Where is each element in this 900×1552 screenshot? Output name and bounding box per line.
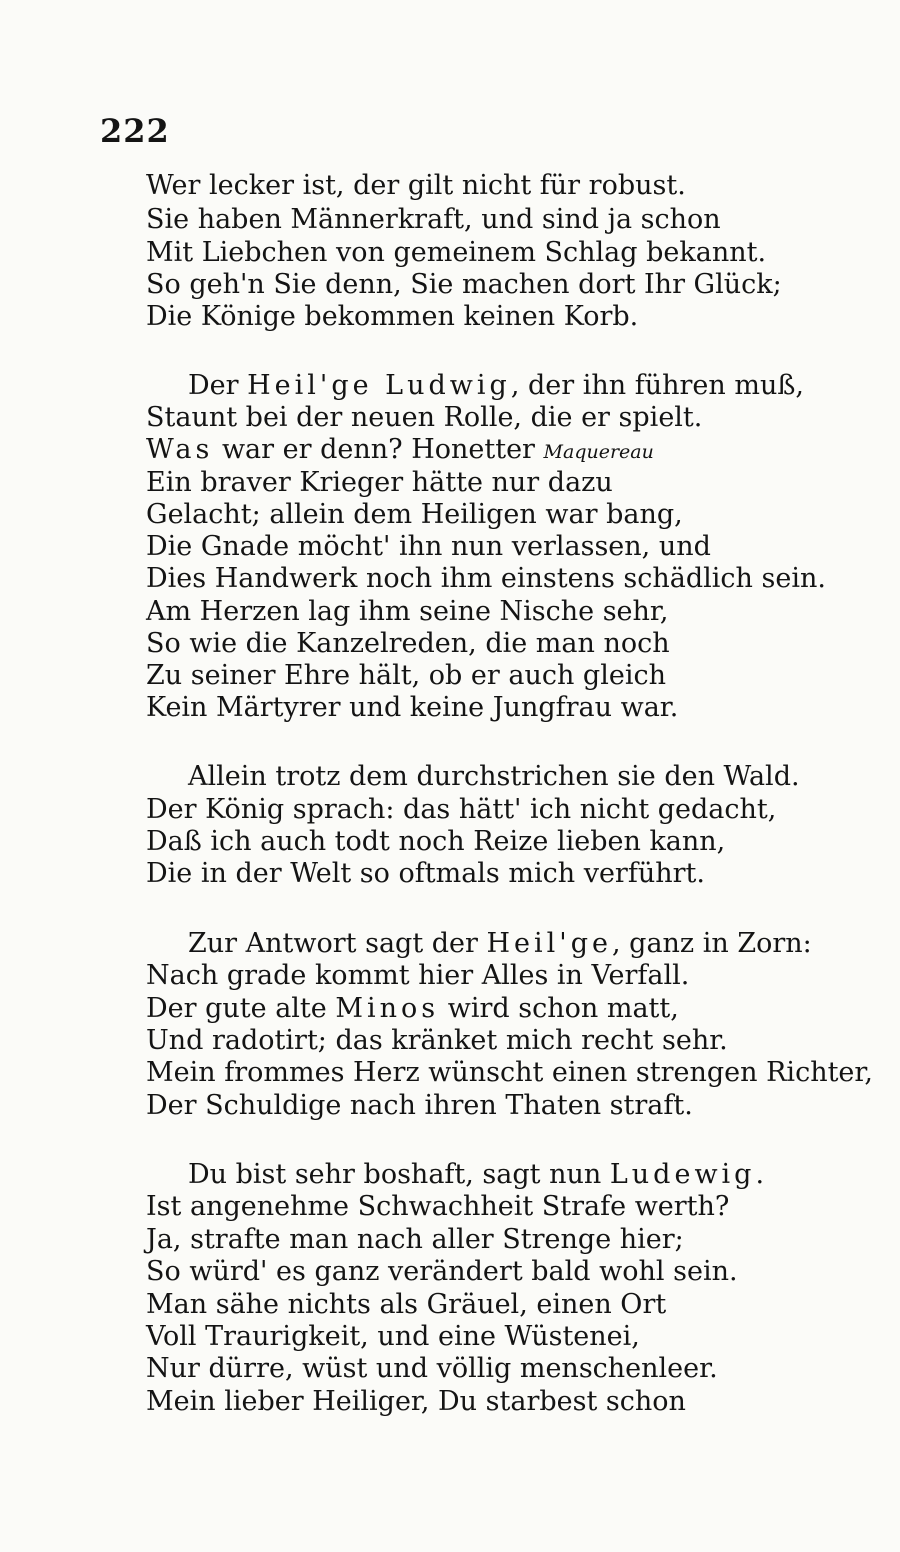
emphasized-name: Ludewig — [609, 1159, 756, 1190]
verse-text: Der — [188, 370, 248, 401]
verse-line — [188, 1159, 764, 1191]
verse-line: So wie die Kanzelreden, die man noch — [146, 628, 670, 659]
verse-line: Die Gnade möcht' ihn nun verlassen, und — [146, 531, 711, 562]
verse-line: Der König sprach: das hätt' ich nicht gedacht, — [146, 794, 777, 825]
verse-line: Daß ich auch todt noch Reize lieben kann, — [146, 826, 726, 857]
verse-text: Zur Antwort sagt der — [188, 928, 487, 959]
verse-line: Wer lecker ist, der gilt nicht für robust. — [146, 170, 686, 201]
verse-line: Sie haben Männerkraft, und sind ja schon — [146, 204, 721, 235]
verse-text: , der ihn führen muß, — [510, 370, 804, 401]
verse-line: Und radotirt; das kränket mich recht sehr. — [146, 1025, 728, 1056]
verse-line: Gelacht; allein dem Heiligen war bang, — [146, 499, 683, 530]
verse-line: Kein Märtyrer und keine Jungfrau war. — [146, 692, 679, 723]
verse-line: Nur dürre, wüst und völlig menschenleer. — [146, 1353, 718, 1384]
verse-line: So geh'n Sie denn, Sie machen dort Ihr Glück; — [146, 269, 782, 300]
verse-text: wird schon matt, — [439, 993, 679, 1024]
verse-line: Zu seiner Ehre hält, ob er auch gleich — [146, 660, 666, 691]
verse-line: Die Könige bekommen keinen Korb. — [146, 301, 639, 332]
verse-line: Der Schuldige nach ihren Thaten straft. — [146, 1090, 693, 1121]
emphasized-name: Minos — [335, 993, 440, 1024]
verse-line: Mein frommes Herz wünscht einen strengen Richter, — [146, 1057, 873, 1088]
verse-line: Ist angenehme Schwachheit Strafe werth? — [146, 1191, 730, 1222]
verse-text: . — [755, 1159, 765, 1190]
verse-line: Mit Liebchen von gemeinem Schlag bekannt. — [146, 237, 767, 268]
verse-line: Ja, strafte man nach aller Strenge hier; — [146, 1224, 684, 1255]
verse-line: Voll Traurigkeit, und eine Wüstenei, — [146, 1321, 640, 1352]
verse-text: war er denn? Honetter — [213, 434, 544, 465]
verse-line — [146, 434, 654, 468]
verse-line: Allein trotz dem durchstrichen sie den Wald. — [188, 761, 800, 792]
emphasized-name: Heil'ge — [486, 928, 612, 959]
verse-line: Ein braver Krieger hätte nur dazu — [146, 467, 613, 498]
verse-line: Die in der Welt so oftmals mich verführt. — [146, 858, 705, 889]
emphasized-word: Was — [146, 434, 214, 465]
verse-text: Du bist sehr boshaft, sagt nun — [188, 1159, 610, 1190]
verse-text: Der gute alte — [146, 993, 336, 1024]
verse-line: Am Herzen lag ihm seine Nische sehr, — [146, 596, 669, 627]
verse-line — [188, 928, 812, 960]
verse-line — [146, 993, 679, 1025]
verse-text: , ganz in Zorn: — [612, 928, 812, 959]
verse-line: Man sähe nichts als Gräuel, einen Ort — [146, 1289, 667, 1320]
foreign-word: Maquereau — [543, 441, 654, 463]
verse-line: Mein lieber Heiliger, Du starbest schon — [146, 1386, 686, 1417]
verse-line: Staunt bei der neuen Rolle, die er spielt. — [146, 402, 703, 433]
verse-line: Dies Handwerk noch ihm einstens schädlich sein. — [146, 563, 826, 594]
emphasized-name: Heil'ge Ludwig — [247, 370, 511, 401]
verse-line — [188, 370, 804, 402]
page-number: 222 — [100, 112, 170, 150]
verse-line: Nach grade kommt hier Alles in Verfall. — [146, 960, 690, 991]
verse-line: So würd' es ganz verändert bald wohl sein. — [146, 1256, 738, 1287]
